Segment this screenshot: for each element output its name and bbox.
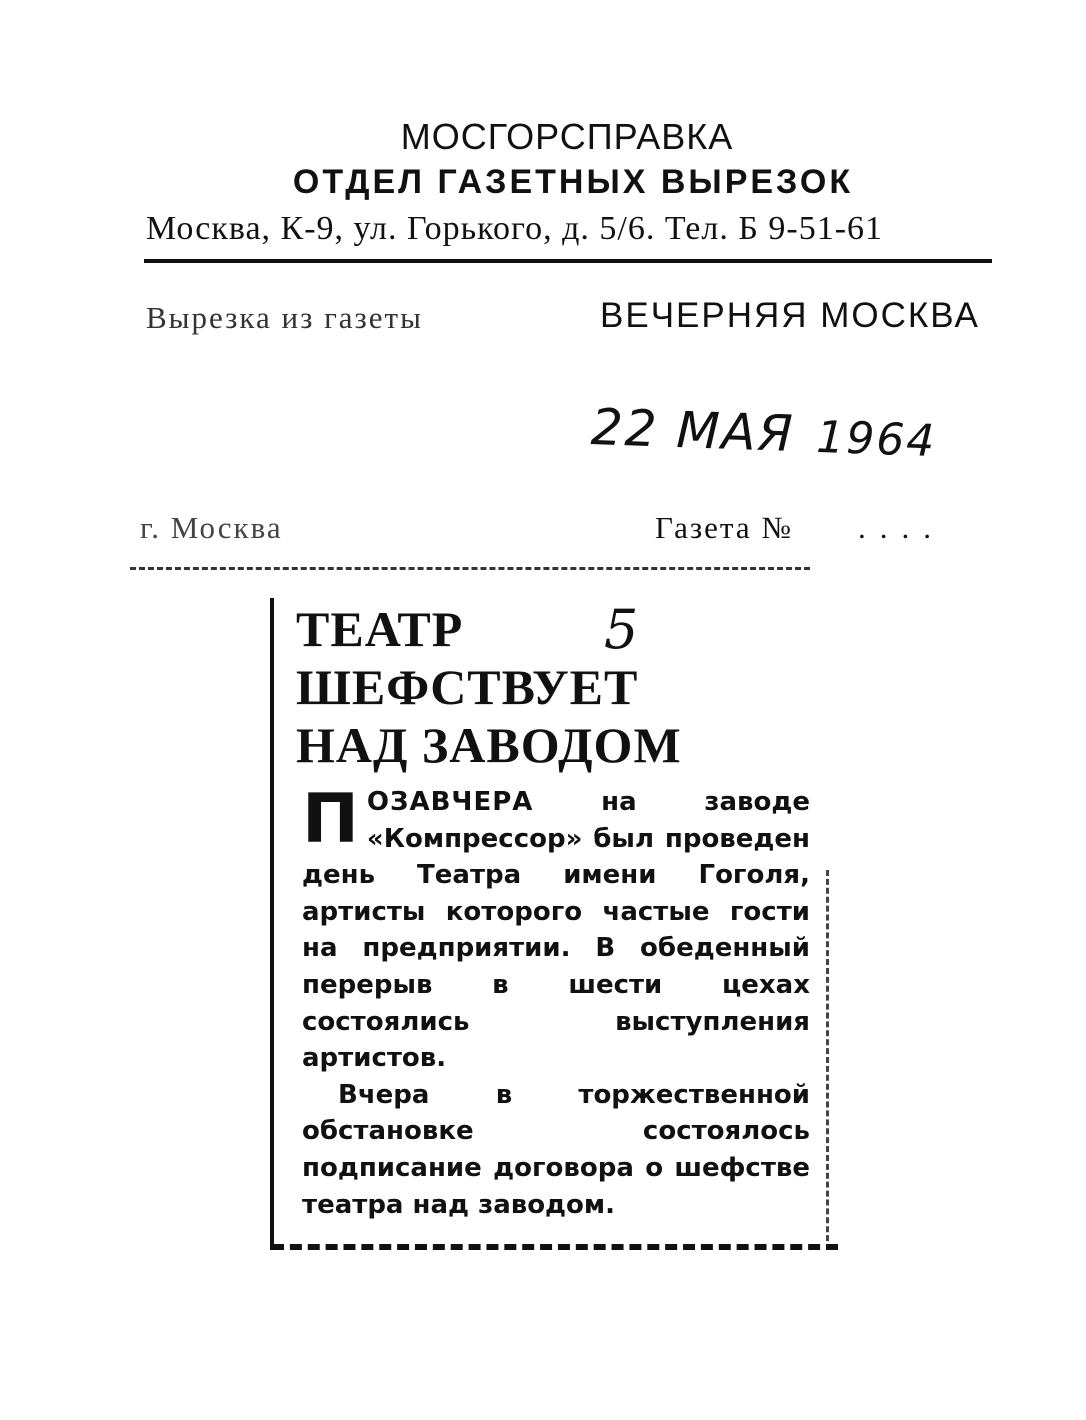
date-year: 1964 xyxy=(815,411,938,468)
clipping-cut-edge xyxy=(272,1244,838,1250)
source-label: Вырезка из газеты xyxy=(146,300,423,335)
article-paragraph xyxy=(302,780,810,1077)
paragraph-text: на заводе «Компрессор» был проведен день Театра имени Гоголя, артисты которого частые гости на предприятии. В обеденный перерыв в шести цехах состоялись выступления артистов. xyxy=(302,787,810,1074)
org-title: МОСГОРСПРАВКА xyxy=(400,116,734,157)
form-rule xyxy=(130,567,810,570)
lead-word: ОЗАВЧЕРА xyxy=(366,787,534,817)
newspaper-name: ВЕЧЕРНЯЯ МОСКВА xyxy=(600,296,980,335)
issue-number-blank: .... xyxy=(858,510,945,545)
article-body xyxy=(302,780,810,1223)
date-stamp xyxy=(590,398,937,468)
department-title: ОТДЕЛ ГАЗЕТНЫХ ВЫРЕЗОК xyxy=(292,163,854,201)
date-day-month: 22 МАЯ xyxy=(589,398,796,464)
headline-line: ТЕАТР xyxy=(296,601,464,657)
address-line: Москва, К-9, ул. Горького, д. 5/6. Тел. Б 9-51-61 xyxy=(146,210,884,247)
issue-label: Газета № xyxy=(655,510,793,545)
newspaper-clipping xyxy=(270,598,840,1250)
headline-line: НАД ЗАВОДОМ xyxy=(296,717,682,773)
article-paragraph: Вчера в торжественной обстановке состоялось подписание договора о шефстве театра над заводом. xyxy=(302,1079,810,1220)
headline-line: ШЕФСТВУЕТ xyxy=(296,659,639,715)
city-label: г. Москва xyxy=(140,510,283,545)
header-rule xyxy=(144,259,992,263)
handwritten-mark: 5 xyxy=(604,598,639,661)
drop-cap: П xyxy=(302,780,359,859)
clipping-cut-edge xyxy=(826,870,829,1250)
